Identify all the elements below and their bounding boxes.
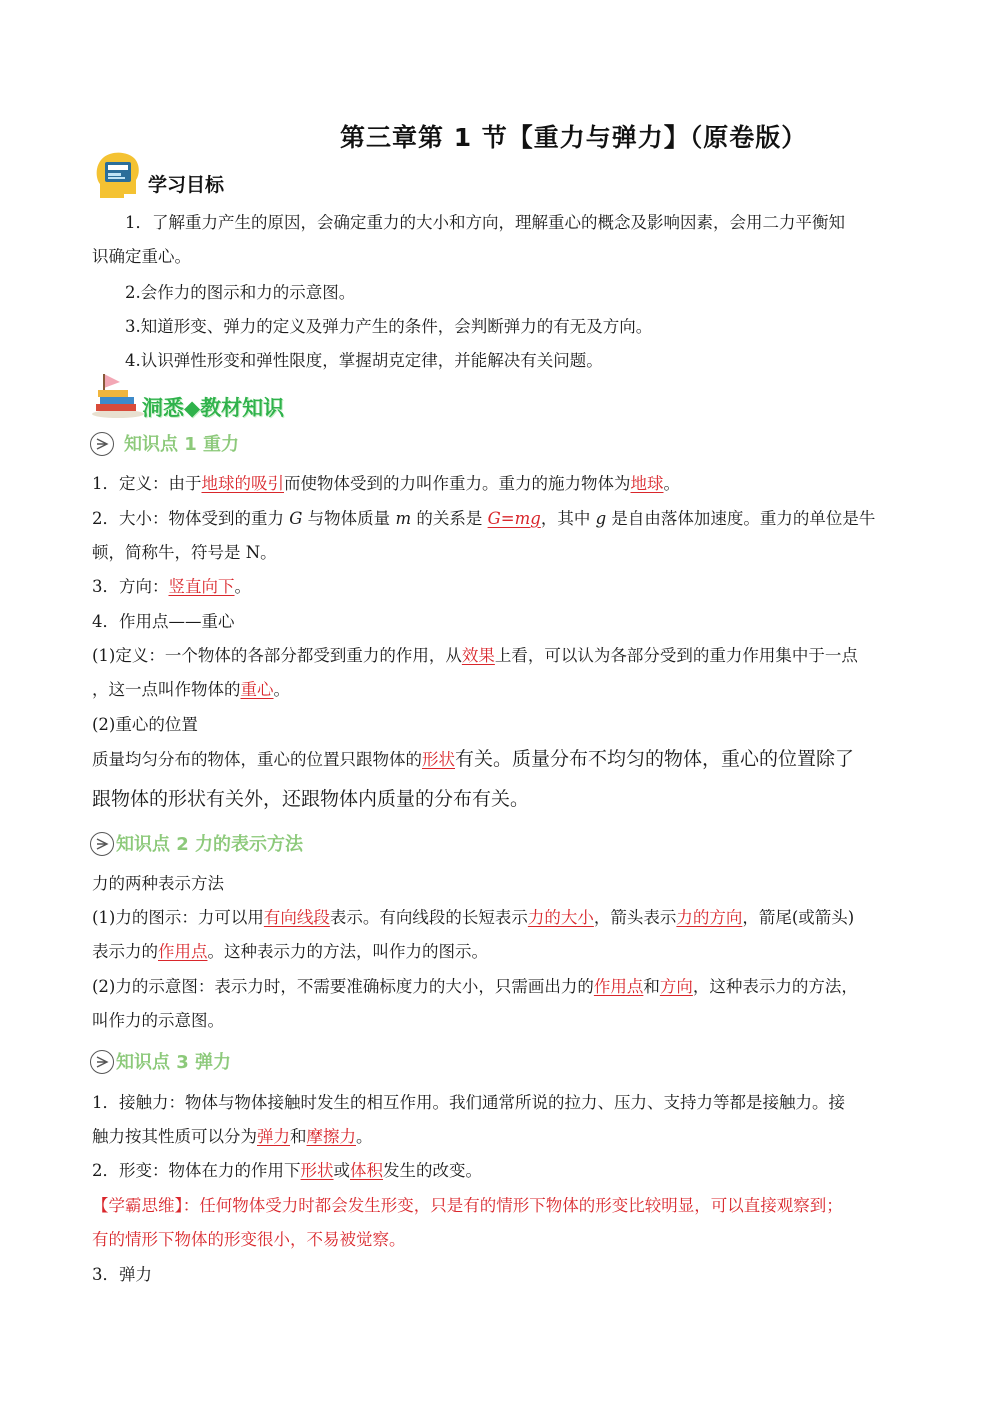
section-banner-text: 洞悉◆教材知识 bbox=[142, 396, 285, 420]
kp3-contact-force: 1．接触力：物体与物体接触时发生的相互作用。我们通常所说的拉力、压力、支持力等都是接触力。接 bbox=[92, 1093, 845, 1112]
kp1-definition: 1．定义：由于地球的吸引而使物体受到的力叫作重力。重力的施力物体为地球。 bbox=[92, 474, 680, 493]
kp3-contact-force-cont: 触力按其性质可以分为弹力和摩擦力。 bbox=[92, 1127, 373, 1146]
objective-2: 2.会作力的图示和力的示意图。 bbox=[125, 283, 356, 302]
arrow-circle-icon bbox=[90, 832, 114, 856]
kp3-elastic-force: 3．弹力 bbox=[92, 1265, 152, 1284]
kp1-application-point: 4．作用点——重心 bbox=[92, 612, 235, 631]
kp1-magnitude-cont: 顿，简称牛，符号是 N。 bbox=[92, 543, 277, 562]
kp1-cog-position: (2)重心的位置 bbox=[92, 715, 198, 734]
objectives-header bbox=[94, 150, 394, 202]
kp1-cog-position-cont: 跟物体的形状有关外，还跟物体内质量的分布有关。 bbox=[92, 788, 530, 810]
objectives-heading: 学习目标 bbox=[148, 174, 225, 196]
knowledge-point-2-heading: 知识点 2 力的表示方法 bbox=[116, 834, 304, 855]
knowledge-point-2-header bbox=[90, 830, 490, 860]
kp3-study-tip-cont: 有的情形下物体的形变很小，不易被觉察。 bbox=[92, 1230, 406, 1249]
kp1-cog-definition: (1)定义：一个物体的各部分都受到重力的作用，从效果上看，可以认为各部分受到的重力作用集中于一点 bbox=[92, 646, 858, 665]
page-title: 第三章第 1 节【重力与弹力】（原卷版） bbox=[340, 123, 808, 152]
section-banner bbox=[90, 370, 320, 422]
kp2-force-diagram-cont: 表示力的作用点。这种表示力的方法，叫作力的图示。 bbox=[92, 942, 488, 961]
kp2-force-sketch: (2)力的示意图：表示力时，不需要准确标度力的大小，只需画出力的作用点和方向，这种表示力的方法， bbox=[92, 977, 858, 996]
kp2-force-diagram: (1)力的图示：力可以用有向线段表示。有向线段的长短表示力的大小，箭头表示力的方向，箭尾(或箭头) bbox=[92, 908, 855, 927]
kp1-cog-position-text: 质量均匀分布的物体，重心的位置只跟物体的形状有关。质量分布不均匀的物体，重心的位置除了 bbox=[92, 748, 855, 770]
kp3-deformation: 2．形变：物体在力的作用下形状或体积发生的改变。 bbox=[92, 1161, 482, 1180]
knowledge-point-3-header bbox=[90, 1048, 490, 1078]
books-illustration-icon bbox=[90, 370, 146, 420]
objective-1: 1．了解重力产生的原因，会确定重力的大小和方向，理解重心的概念及影响因素，会用二力平衡知 bbox=[125, 213, 845, 232]
kp2-intro: 力的两种表示方法 bbox=[92, 874, 224, 893]
kp1-magnitude: 2．大小：物体受到的重力 G 与物体质量 m 的关系是 G=mg，其中 g 是自由落体加速度。重力的单位是牛 bbox=[92, 509, 876, 528]
arrow-circle-icon bbox=[90, 1050, 114, 1074]
knowledge-point-1-header bbox=[90, 430, 490, 460]
arrow-circle-icon bbox=[90, 432, 114, 456]
objective-3: 3.知道形变、弹力的定义及弹力产生的条件，会判断弹力的有无及方向。 bbox=[125, 317, 653, 336]
kp3-study-tip: 【学霸思维】：任何物体受力时都会发生形变，只是有的情形下物体的形变比较明显，可以直接观察到； bbox=[92, 1196, 843, 1215]
objective-1-cont: 识确定重心。 bbox=[92, 247, 191, 266]
kp1-direction: 3．方向：竖直向下。 bbox=[92, 577, 251, 596]
kp2-force-sketch-cont: 叫作力的示意图。 bbox=[92, 1011, 224, 1030]
objective-4: 4.认识弹性形变和弹性限度，掌握胡克定律，并能解决有关问题。 bbox=[125, 351, 603, 370]
knowledge-point-3-heading: 知识点 3 弹力 bbox=[116, 1052, 232, 1073]
head-profile-icon bbox=[94, 150, 142, 202]
knowledge-point-1-heading: 知识点 1 重力 bbox=[124, 434, 240, 455]
kp1-cog-definition-cont: ，这一点叫作物体的重心。 bbox=[92, 680, 290, 699]
